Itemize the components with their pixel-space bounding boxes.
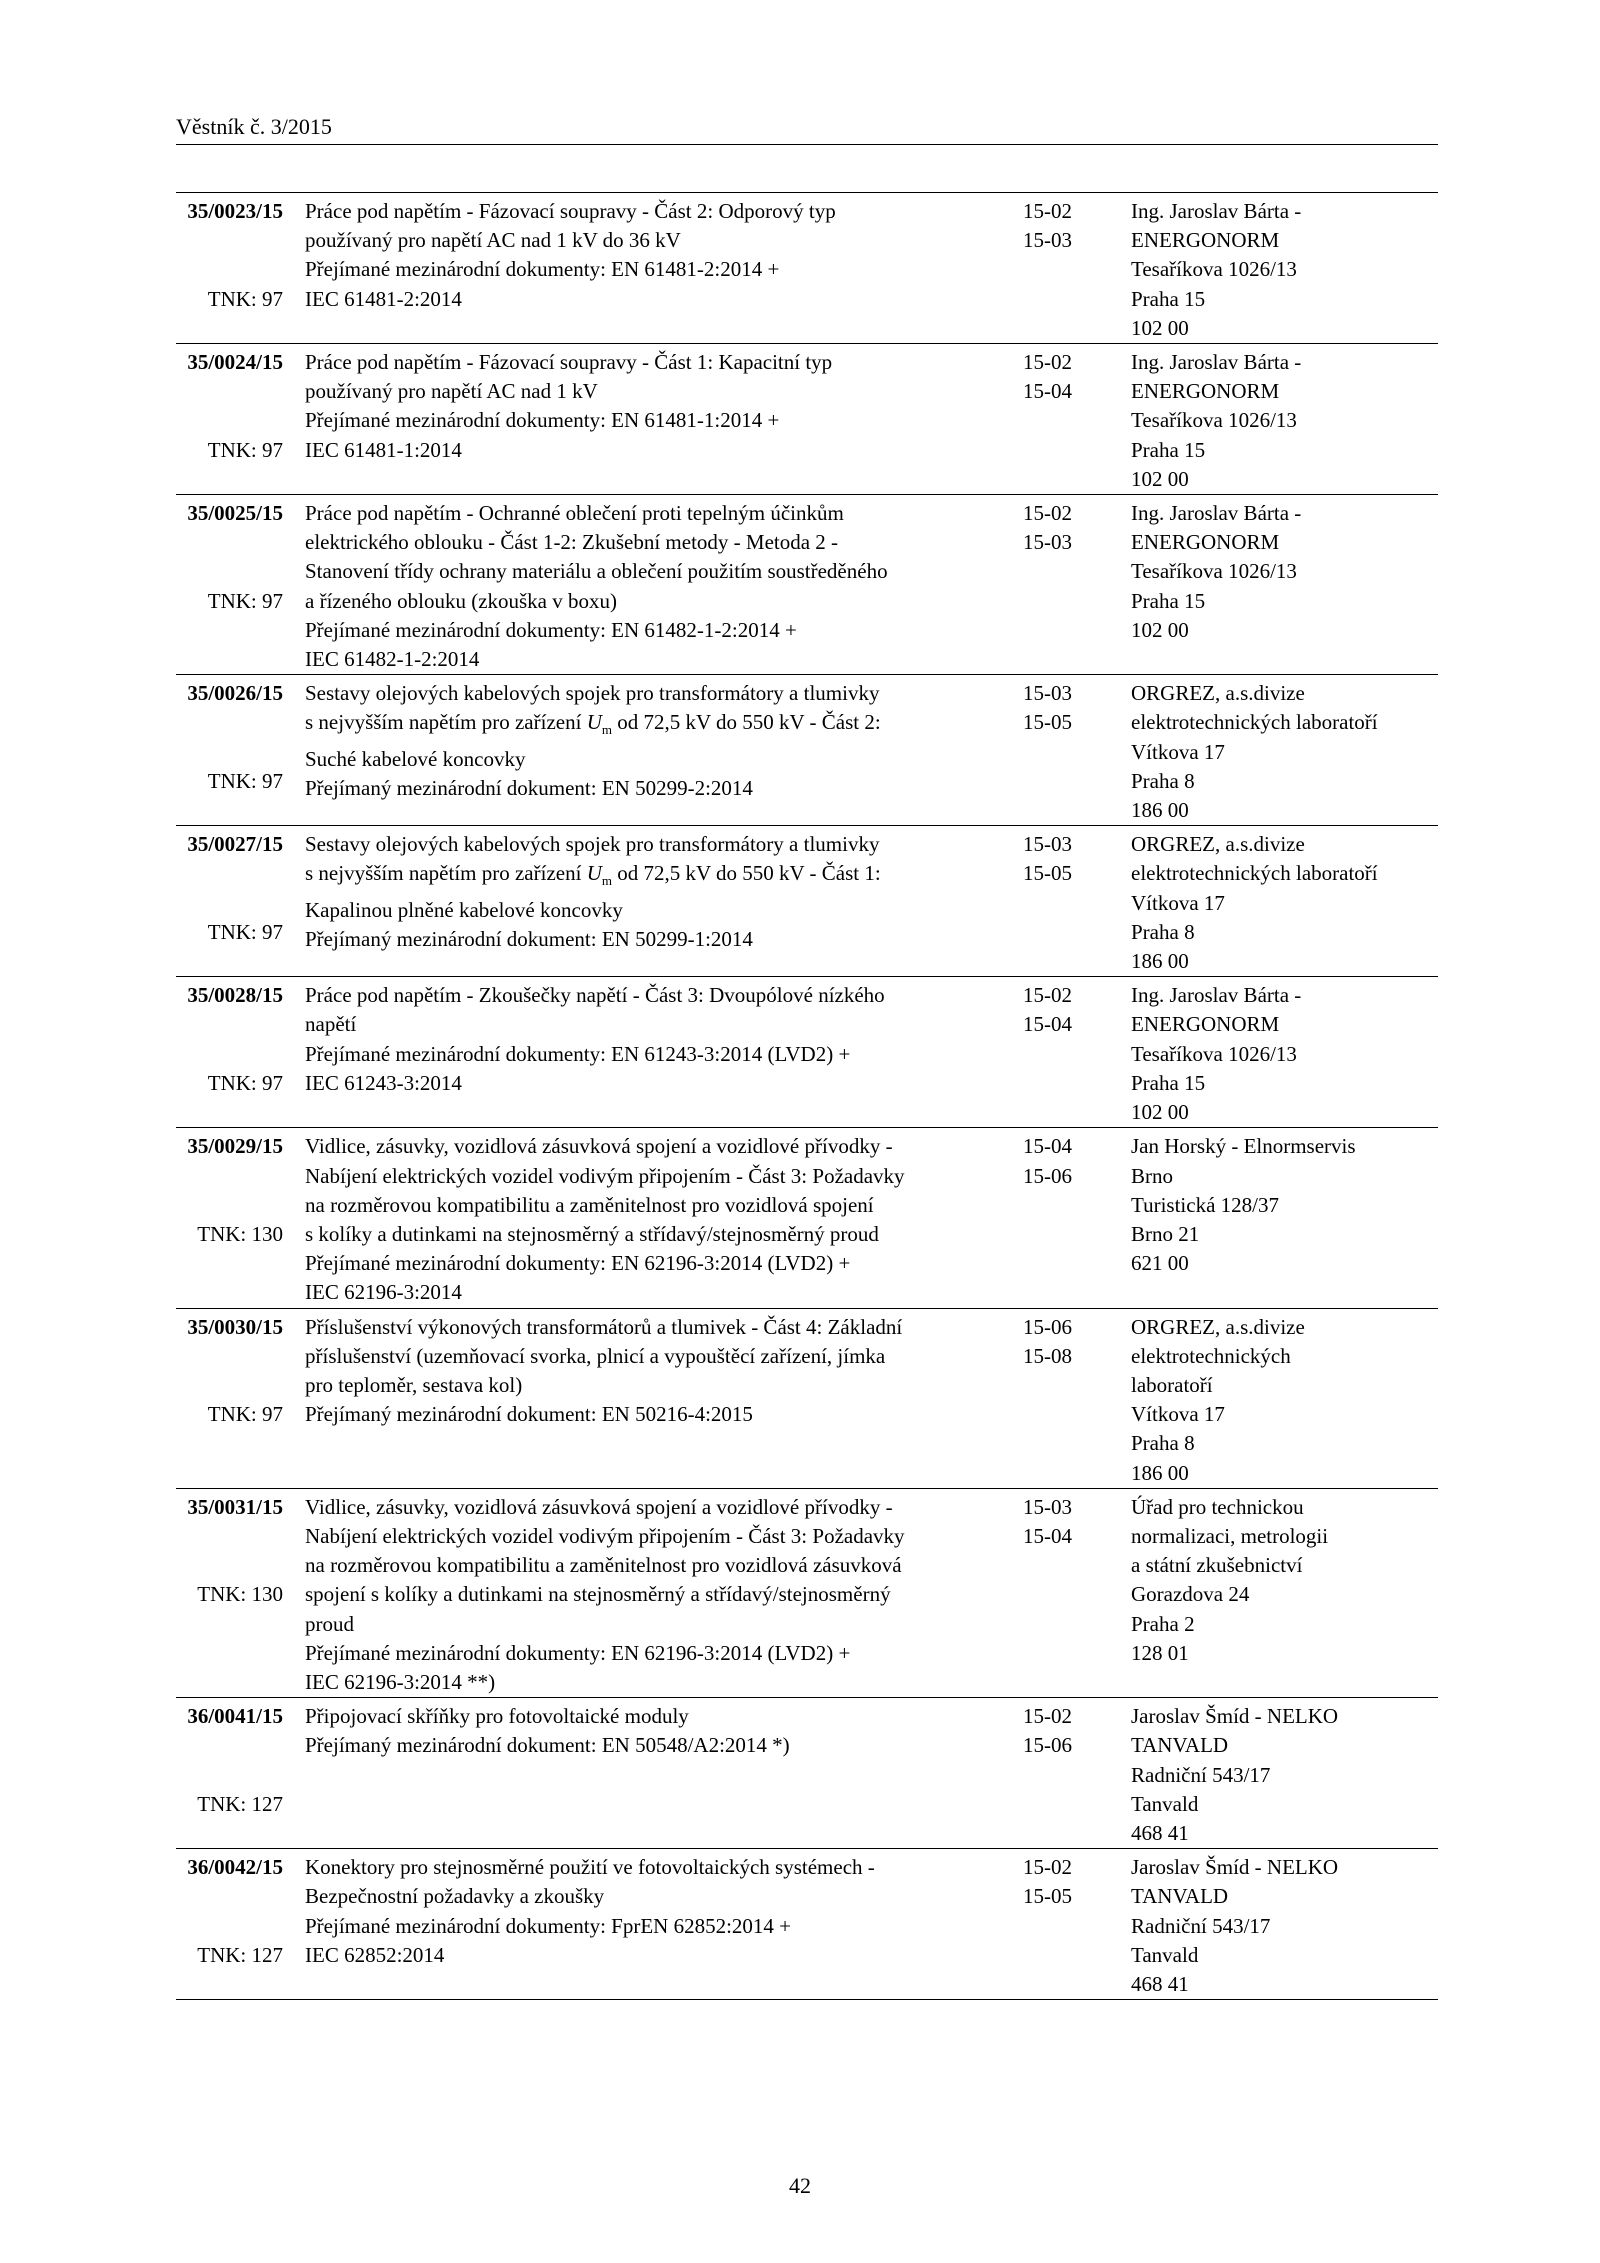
standard-title-cell bbox=[305, 830, 1021, 976]
date-code: 15-05 bbox=[1023, 861, 1072, 886]
address-line: elektrotechnických laboratoří bbox=[1131, 710, 1378, 735]
title-line: napětí bbox=[305, 1012, 357, 1037]
tnk-label: TNK: 130 bbox=[197, 1221, 283, 1246]
address-line: Ing. Jaroslav Bárta - bbox=[1131, 350, 1302, 375]
title-line: Přejímané mezinárodní dokumenty: EN 61481-1:2014 + bbox=[305, 408, 780, 433]
address-line: 186 00 bbox=[1131, 949, 1189, 974]
standard-title-cell bbox=[305, 1493, 1021, 1697]
address-line: Ing. Jaroslav Bárta - bbox=[1131, 983, 1302, 1008]
title-line: Nabíjení elektrických vozidel vodivým připojením - Část 3: Požadavky bbox=[305, 1163, 905, 1188]
tnk-label: TNK: 97 bbox=[207, 919, 283, 944]
address-line: Tesaříkova 1026/13 bbox=[1131, 257, 1297, 282]
entry-id-cell bbox=[176, 981, 305, 1127]
title-line: Přejímané mezinárodní dokumenty: EN 62196-3:2014 (LVD2) + bbox=[305, 1640, 851, 1665]
address-line: TANVALD bbox=[1131, 1733, 1229, 1758]
tnk-label: TNK: 97 bbox=[207, 437, 283, 462]
address-line: normalizaci, metrologii bbox=[1131, 1523, 1329, 1548]
standard-title-cell bbox=[305, 679, 1021, 825]
table-row bbox=[176, 1698, 1438, 1849]
address-line: Praha 15 bbox=[1131, 1070, 1206, 1095]
title-line: Sestavy olejových kabelových spojek pro transformátory a tlumivky bbox=[305, 832, 880, 857]
address-line: 102 00 bbox=[1131, 1100, 1189, 1125]
processor-address-cell bbox=[1131, 1132, 1438, 1307]
tnk-label: TNK: 97 bbox=[207, 768, 283, 793]
entry-id-cell bbox=[176, 1493, 305, 1697]
tnk-label: TNK: 97 bbox=[207, 1402, 283, 1427]
address-line: laboratoří bbox=[1131, 1372, 1213, 1397]
address-line: Praha 8 bbox=[1131, 1431, 1195, 1456]
address-line: ENERGONORM bbox=[1131, 379, 1280, 404]
date-code: 15-02 bbox=[1023, 1704, 1072, 1729]
address-line: 128 01 bbox=[1131, 1640, 1189, 1665]
date-code: 15-06 bbox=[1023, 1733, 1072, 1758]
address-line: ENERGONORM bbox=[1131, 228, 1280, 253]
table-row bbox=[176, 826, 1438, 977]
dates-cell bbox=[1021, 1493, 1131, 1697]
address-line: Praha 8 bbox=[1131, 919, 1195, 944]
title-line: Bezpečnostní požadavky a zkoušky bbox=[305, 1884, 605, 1909]
address-line: 102 00 bbox=[1131, 617, 1189, 642]
entry-number: 35/0029/15 bbox=[187, 1134, 283, 1159]
standard-title-cell bbox=[305, 348, 1021, 494]
address-line: Brno bbox=[1131, 1163, 1173, 1188]
address-line: 468 41 bbox=[1131, 1971, 1189, 1996]
processor-address-cell bbox=[1131, 1493, 1438, 1697]
title-line: používaný pro napětí AC nad 1 kV do 36 kV bbox=[305, 228, 681, 253]
address-line: elektrotechnických bbox=[1131, 1343, 1291, 1368]
tnk-label: TNK: 97 bbox=[207, 588, 283, 613]
address-line: Jaroslav Šmíd - NELKO bbox=[1131, 1855, 1339, 1880]
dates-cell bbox=[1021, 1132, 1131, 1307]
date-code: 15-02 bbox=[1023, 199, 1072, 223]
table-row bbox=[176, 675, 1438, 826]
address-line: Ing. Jaroslav Bárta - bbox=[1131, 199, 1302, 223]
date-code: 15-05 bbox=[1023, 1884, 1072, 1909]
standard-title-cell bbox=[305, 981, 1021, 1127]
address-line: 186 00 bbox=[1131, 798, 1189, 823]
address-line: 102 00 bbox=[1131, 315, 1189, 340]
date-code: 15-03 bbox=[1023, 681, 1072, 706]
processor-address-cell bbox=[1131, 499, 1438, 674]
dates-cell bbox=[1021, 830, 1131, 976]
date-code: 15-03 bbox=[1023, 1494, 1072, 1519]
processor-address-cell bbox=[1131, 981, 1438, 1127]
date-code: 15-04 bbox=[1023, 1134, 1072, 1159]
address-line: Úřad pro technickou bbox=[1131, 1494, 1304, 1519]
address-line: Praha 15 bbox=[1131, 588, 1206, 613]
title-line: Přejímané mezinárodní dokumenty: EN 61243-3:2014 (LVD2) + bbox=[305, 1041, 851, 1066]
address-line: Praha 8 bbox=[1131, 768, 1195, 793]
tnk-label: TNK: 127 bbox=[197, 1942, 283, 1967]
title-line: Příslušenství výkonových transformátorů a tlumivek - Část 4: Základní bbox=[305, 1314, 903, 1339]
date-code: 15-03 bbox=[1023, 530, 1072, 555]
entry-id-cell bbox=[176, 830, 305, 976]
entry-id-cell bbox=[176, 1132, 305, 1307]
title-line: IEC 61481-1:2014 bbox=[305, 437, 462, 462]
entry-number: 35/0031/15 bbox=[187, 1494, 283, 1519]
table-row bbox=[176, 344, 1438, 495]
address-line: 621 00 bbox=[1131, 1251, 1189, 1276]
tnk-label: TNK: 127 bbox=[197, 1791, 283, 1816]
address-line: Vítkova 17 bbox=[1131, 890, 1225, 915]
entry-id-cell bbox=[176, 1853, 305, 1999]
date-code: 15-04 bbox=[1023, 1012, 1072, 1037]
entry-number: 35/0028/15 bbox=[187, 983, 283, 1008]
processor-address-cell bbox=[1131, 830, 1438, 976]
standard-title-cell bbox=[305, 499, 1021, 674]
title-line: Vidlice, zásuvky, vozidlová zásuvková spojení a vozidlové přívodky - bbox=[305, 1134, 893, 1159]
title-line: IEC 62196-3:2014 bbox=[305, 1280, 462, 1305]
standard-title-cell bbox=[305, 1132, 1021, 1307]
address-line: Vítkova 17 bbox=[1131, 1402, 1225, 1427]
date-code: 15-02 bbox=[1023, 501, 1072, 526]
entry-number: 35/0026/15 bbox=[187, 681, 283, 706]
address-line: Gorazdova 24 bbox=[1131, 1582, 1250, 1607]
date-code: 15-02 bbox=[1023, 350, 1072, 375]
title-line: Přejímané mezinárodní dokumenty: EN 62196-3:2014 (LVD2) + bbox=[305, 1251, 851, 1276]
address-line: Praha 15 bbox=[1131, 286, 1206, 311]
title-line: Práce pod napětím - Fázovací soupravy - Část 1: Kapacitní typ bbox=[305, 350, 833, 375]
date-code: 15-04 bbox=[1023, 379, 1072, 404]
address-line: 468 41 bbox=[1131, 1820, 1189, 1845]
journal-header bbox=[176, 112, 1438, 145]
title-line: Přejímané mezinárodní dokumenty: EN 61482-1-2:2014 + bbox=[305, 617, 797, 642]
address-line: TANVALD bbox=[1131, 1884, 1229, 1909]
title-line: Přejímaný mezinárodní dokument: EN 50216-4:2015 bbox=[305, 1402, 753, 1427]
title-line: IEC 62852:2014 bbox=[305, 1942, 445, 1967]
entry-id-cell bbox=[176, 1702, 305, 1848]
address-line: ORGREZ, a.s.divize bbox=[1131, 832, 1305, 857]
address-line: Ing. Jaroslav Bárta - bbox=[1131, 501, 1302, 526]
dates-cell bbox=[1021, 1313, 1131, 1488]
title-line: pro teploměr, sestava kol) bbox=[305, 1372, 523, 1397]
title-line: Práce pod napětím - Zkoušečky napětí - Část 3: Dvoupólové nízkého bbox=[305, 983, 885, 1008]
address-line: ORGREZ, a.s.divize bbox=[1131, 681, 1305, 706]
address-line: Jaroslav Šmíd - NELKO bbox=[1131, 1704, 1339, 1729]
address-line: Tesaříkova 1026/13 bbox=[1131, 559, 1297, 584]
tnk-label: TNK: 97 bbox=[207, 286, 283, 311]
table-row bbox=[176, 495, 1438, 675]
standard-title-cell bbox=[305, 1702, 1021, 1848]
processor-address-cell bbox=[1131, 1853, 1438, 1999]
entry-id-cell bbox=[176, 348, 305, 494]
date-code: 15-06 bbox=[1023, 1314, 1072, 1339]
processor-address-cell bbox=[1131, 1702, 1438, 1848]
entry-number: 35/0030/15 bbox=[187, 1314, 283, 1339]
table-row bbox=[176, 1309, 1438, 1489]
title-line: Konektory pro stejnosměrné použití ve fotovoltaických systémech - bbox=[305, 1855, 875, 1880]
title-line: IEC 61481-2:2014 bbox=[305, 286, 462, 311]
address-line: Turistická 128/37 bbox=[1131, 1192, 1279, 1217]
address-line: Tanvald bbox=[1131, 1791, 1199, 1816]
table-row bbox=[176, 1489, 1438, 1698]
title-line: s nejvyšším napětím pro zařízení $U_m$ od 72,5 kV do 550 kV - Část 2: bbox=[305, 710, 881, 738]
date-code: 15-08 bbox=[1023, 1343, 1072, 1368]
address-line: Tanvald bbox=[1131, 1942, 1199, 1967]
standard-title-cell bbox=[305, 1853, 1021, 1999]
title-line: proud bbox=[305, 1611, 354, 1636]
entry-id-cell bbox=[176, 1313, 305, 1488]
entry-id-cell bbox=[176, 197, 305, 343]
title-line: Přejímané mezinárodní dokumenty: FprEN 62852:2014 + bbox=[305, 1913, 792, 1938]
dates-cell bbox=[1021, 348, 1131, 494]
address-line: Radniční 543/17 bbox=[1131, 1762, 1271, 1787]
address-line: ENERGONORM bbox=[1131, 1012, 1280, 1037]
address-line: 102 00 bbox=[1131, 466, 1189, 491]
address-line: Jan Horský - Elnormservis bbox=[1131, 1134, 1356, 1159]
address-line: Tesaříkova 1026/13 bbox=[1131, 1041, 1297, 1066]
processor-address-cell bbox=[1131, 197, 1438, 343]
dates-cell bbox=[1021, 679, 1131, 825]
dates-cell bbox=[1021, 1853, 1131, 1999]
address-line: Praha 2 bbox=[1131, 1611, 1195, 1636]
standards-table bbox=[176, 192, 1438, 2000]
date-code: 15-03 bbox=[1023, 832, 1072, 857]
address-line: Praha 15 bbox=[1131, 437, 1206, 462]
title-line: spojení s kolíky a dutinkami na stejnosměrný a střídavý/stejnosměrný bbox=[305, 1582, 891, 1607]
address-line: ORGREZ, a.s.divize bbox=[1131, 1314, 1305, 1339]
title-line: Přejímaný mezinárodní dokument: EN 50299-2:2014 bbox=[305, 776, 753, 801]
entry-number: 35/0023/15 bbox=[187, 199, 283, 223]
title-line: IEC 61482-1-2:2014 bbox=[305, 647, 480, 672]
date-code: 15-06 bbox=[1023, 1163, 1072, 1188]
title-line: Přejímané mezinárodní dokumenty: EN 61481-2:2014 + bbox=[305, 257, 780, 282]
title-line: Kapalinou plněné kabelové koncovky bbox=[305, 897, 623, 922]
address-line: a státní zkušebnictví bbox=[1131, 1553, 1303, 1578]
title-line: používaný pro napětí AC nad 1 kV bbox=[305, 379, 598, 404]
table-row bbox=[176, 1128, 1438, 1308]
table-row bbox=[176, 977, 1438, 1128]
date-code: 15-03 bbox=[1023, 228, 1072, 253]
tnk-label: TNK: 130 bbox=[197, 1582, 283, 1607]
dates-cell bbox=[1021, 1702, 1131, 1848]
entry-number: 36/0042/15 bbox=[187, 1855, 283, 1880]
entry-id-cell bbox=[176, 679, 305, 825]
standard-title-cell bbox=[305, 197, 1021, 343]
dates-cell bbox=[1021, 499, 1131, 674]
address-line: Vítkova 17 bbox=[1131, 739, 1225, 764]
standard-title-cell bbox=[305, 1313, 1021, 1488]
title-line: na rozměrovou kompatibilitu a zaměnitelnost pro vozidlová zásuvková bbox=[305, 1553, 902, 1578]
tnk-label: TNK: 97 bbox=[207, 1070, 283, 1095]
entry-number: 36/0041/15 bbox=[187, 1704, 283, 1729]
page-number: 42 bbox=[789, 2173, 811, 2198]
title-line: s kolíky a dutinkami na stejnosměrný a střídavý/stejnosměrný proud bbox=[305, 1221, 879, 1246]
address-line: Brno 21 bbox=[1131, 1221, 1200, 1246]
title-line: s nejvyšším napětím pro zařízení $U_m$ od 72,5 kV do 550 kV - Část 1: bbox=[305, 861, 881, 889]
entry-number: 35/0024/15 bbox=[187, 350, 283, 375]
title-line: Práce pod napětím - Ochranné oblečení proti tepelným účinkům bbox=[305, 501, 844, 526]
entry-number: 35/0027/15 bbox=[187, 832, 283, 857]
date-code: 15-05 bbox=[1023, 710, 1072, 735]
title-line: Vidlice, zásuvky, vozidlová zásuvková spojení a vozidlové přívodky - bbox=[305, 1494, 893, 1519]
title-line: IEC 62196-3:2014 **) bbox=[305, 1669, 496, 1694]
address-line: Radniční 543/17 bbox=[1131, 1913, 1271, 1938]
title-line: Nabíjení elektrických vozidel vodivým připojením - Část 3: Požadavky bbox=[305, 1523, 905, 1548]
table-row bbox=[176, 1849, 1438, 2000]
processor-address-cell bbox=[1131, 1313, 1438, 1488]
address-line: 186 00 bbox=[1131, 1460, 1189, 1485]
title-line: Suché kabelové koncovky bbox=[305, 746, 526, 771]
dates-cell bbox=[1021, 197, 1131, 343]
title-line: Přejímaný mezinárodní dokument: EN 50299-1:2014 bbox=[305, 927, 753, 952]
entry-number: 35/0025/15 bbox=[187, 501, 283, 526]
date-code: 15-04 bbox=[1023, 1523, 1072, 1548]
processor-address-cell bbox=[1131, 348, 1438, 494]
title-line: Práce pod napětím - Fázovací soupravy - Část 2: Odporový typ bbox=[305, 199, 836, 223]
address-line: ENERGONORM bbox=[1131, 530, 1280, 555]
title-line: Přejímaný mezinárodní dokument: EN 50548/A2:2014 *) bbox=[305, 1733, 790, 1758]
title-line: na rozměrovou kompatibilitu a zaměnitelnost pro vozidlová spojení bbox=[305, 1192, 874, 1217]
journal-title: Věstník č. 3/2015 bbox=[176, 114, 332, 139]
address-line: elektrotechnických laboratoří bbox=[1131, 861, 1378, 886]
entry-id-cell bbox=[176, 499, 305, 674]
date-code: 15-02 bbox=[1023, 1855, 1072, 1880]
title-line: elektrického oblouku - Část 1-2: Zkušební metody - Metoda 2 - bbox=[305, 530, 839, 555]
date-code: 15-02 bbox=[1023, 983, 1072, 1008]
table-row bbox=[176, 193, 1438, 344]
processor-address-cell bbox=[1131, 679, 1438, 825]
title-line: příslušenství (uzemňovací svorka, plnicí a vypouštěcí zařízení, jímka bbox=[305, 1343, 886, 1368]
title-line: Stanovení třídy ochrany materiálu a oblečení použitím soustředěného bbox=[305, 559, 888, 584]
address-line: Tesaříkova 1026/13 bbox=[1131, 408, 1297, 433]
title-line: Připojovací skříňky pro fotovoltaické moduly bbox=[305, 1704, 689, 1729]
dates-cell bbox=[1021, 981, 1131, 1127]
title-line: a řízeného oblouku (zkouška v boxu) bbox=[305, 588, 617, 613]
title-line: Sestavy olejových kabelových spojek pro transformátory a tlumivky bbox=[305, 681, 880, 706]
title-line: IEC 61243-3:2014 bbox=[305, 1070, 462, 1095]
